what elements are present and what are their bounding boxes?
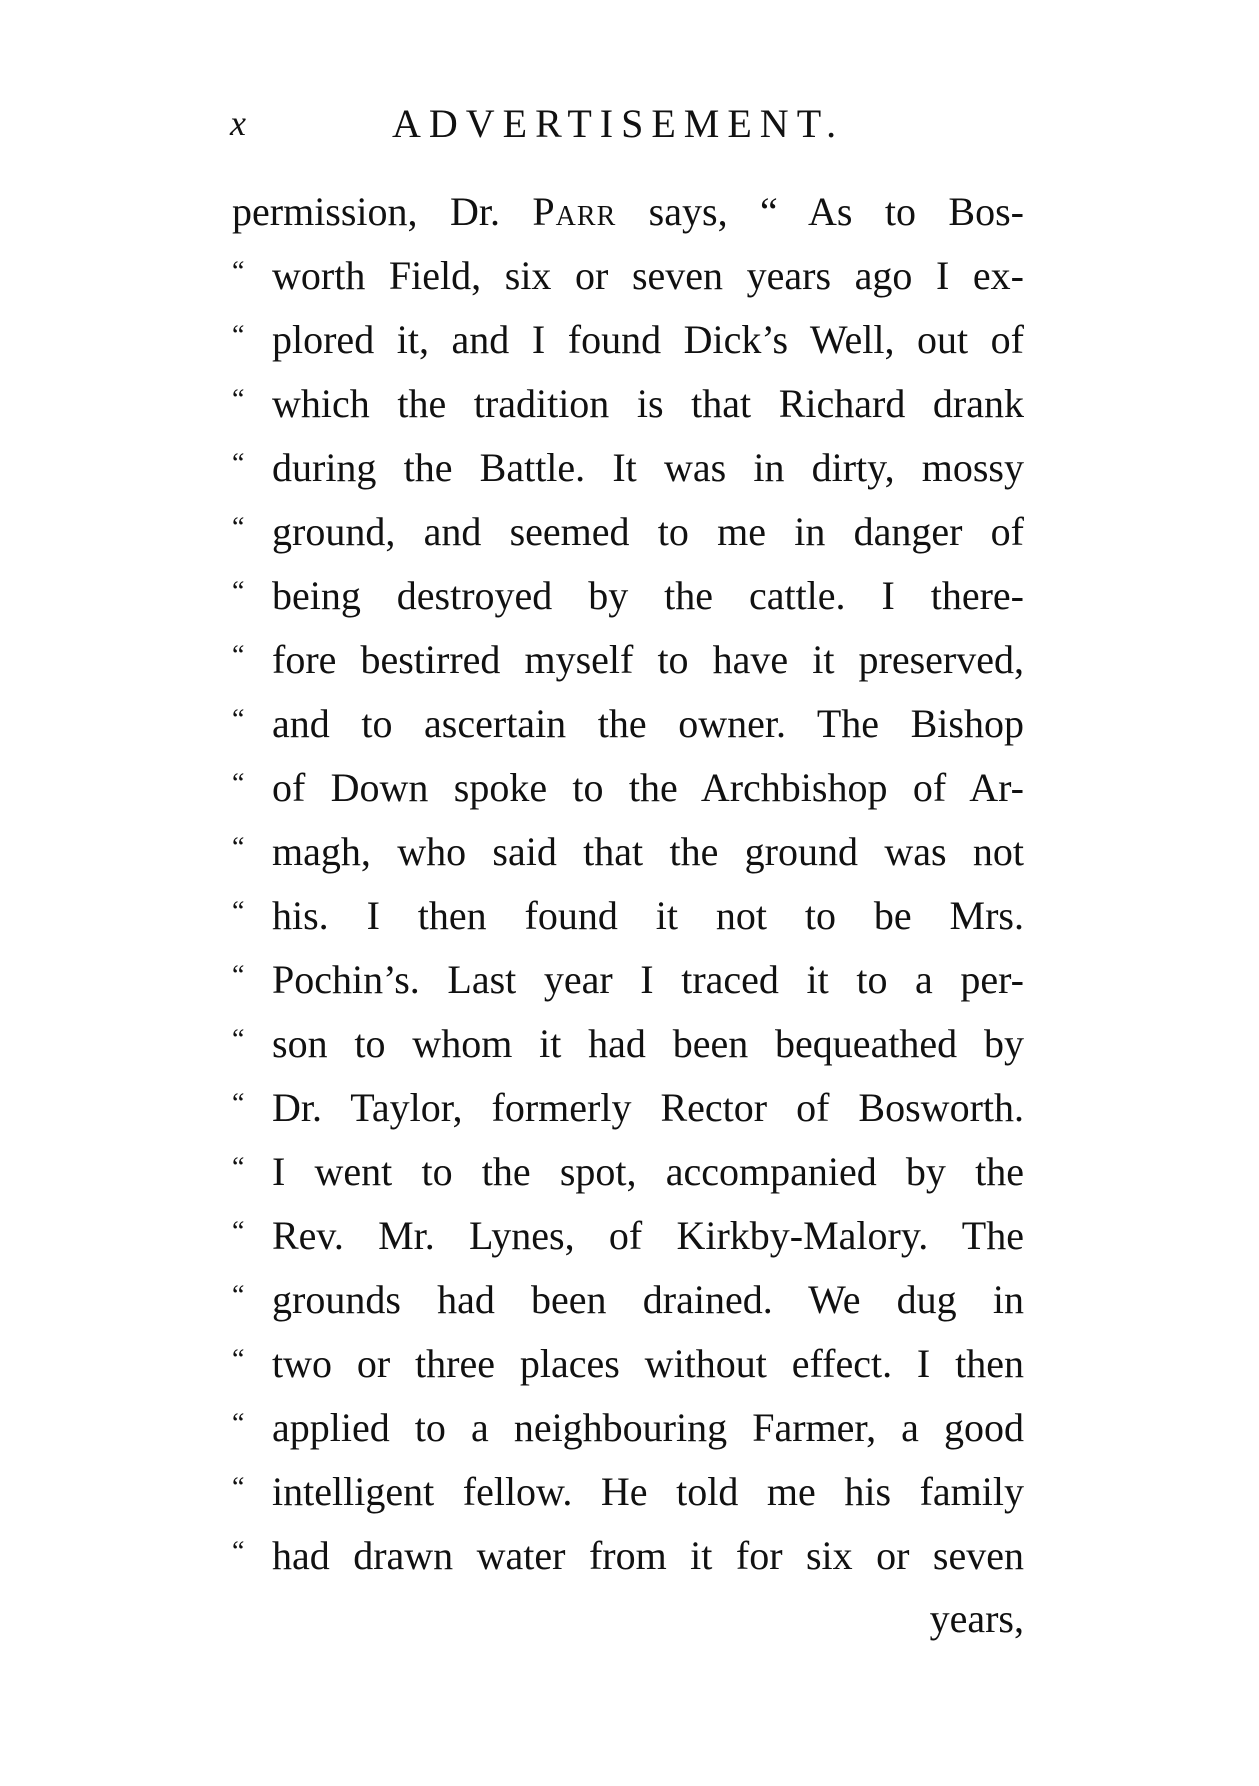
line-text: which the tradition is that Richard drank <box>272 381 1024 426</box>
text-line <box>232 948 1024 1012</box>
text-line <box>232 372 1024 436</box>
quote-mark: “ <box>232 576 245 607</box>
quote-mark: “ <box>232 1280 245 1311</box>
text-line <box>232 1140 1024 1204</box>
text-line <box>232 628 1024 692</box>
text-line <box>232 756 1024 820</box>
author-name: Parr <box>532 189 617 234</box>
quote-mark: “ <box>232 704 245 735</box>
line-text: had drawn water from it for six or seven <box>272 1533 1024 1578</box>
line-text: worth Field, six or seven years ago I ex- <box>272 253 1024 298</box>
text-line <box>232 1396 1024 1460</box>
line-text: intelligent fellow. He told me his family <box>272 1469 1024 1514</box>
text-line <box>232 1076 1024 1140</box>
text-line <box>232 1204 1024 1268</box>
running-head: ADVERTISEMENT. <box>392 101 845 146</box>
line-text: permission, Dr. Parr says, “ As to Bos- <box>232 189 1024 234</box>
text-line <box>232 1268 1024 1332</box>
quote-mark: “ <box>232 320 245 351</box>
line-text: being destroyed by the cattle. I there- <box>272 573 1024 618</box>
quote-mark: “ <box>232 640 245 671</box>
quote-mark: “ <box>232 960 245 991</box>
text-line <box>232 180 1024 244</box>
quote-mark: “ <box>232 1024 245 1055</box>
line-text: and to ascertain the owner. The Bishop <box>272 701 1024 746</box>
line-text: I went to the spot, accompanied by the <box>272 1149 1024 1194</box>
text-line <box>232 1332 1024 1396</box>
line-text: of Down spoke to the Archbishop of Ar- <box>272 765 1024 810</box>
quote-mark: “ <box>232 384 245 415</box>
text-line <box>232 1524 1024 1588</box>
line-text: applied to a neighbouring Farmer, a good <box>272 1405 1024 1450</box>
text-line <box>232 500 1024 564</box>
text-line <box>232 1460 1024 1524</box>
line-text: Dr. Taylor, formerly Rector of Bosworth. <box>272 1085 1024 1130</box>
text-line <box>232 564 1024 628</box>
line-text: Rev. Mr. Lynes, of Kirkby-Malory. The <box>272 1213 1024 1258</box>
line-text: two or three places without effect. I then <box>272 1341 1024 1386</box>
line-text: son to whom it had been bequeathed by <box>272 1021 1024 1066</box>
page-header <box>230 100 1030 160</box>
text-line <box>232 692 1024 756</box>
quote-mark: “ <box>232 768 245 799</box>
quote-mark: “ <box>232 256 245 287</box>
line-text: fore bestirred myself to have it preserved, <box>272 637 1024 682</box>
text-line <box>232 820 1024 884</box>
line-text: during the Battle. It was in dirty, mossy <box>272 445 1024 490</box>
line-text: magh, who said that the ground was not <box>272 829 1024 874</box>
quote-mark: “ <box>232 896 245 927</box>
quote-mark: “ <box>232 1536 245 1567</box>
quote-mark: “ <box>232 1408 245 1439</box>
line-text: grounds had been drained. We dug in <box>272 1277 1024 1322</box>
quote-mark: “ <box>232 448 245 479</box>
line-text: Pochin’s. Last year I traced it to a per- <box>272 957 1024 1002</box>
line-text: ground, and seemed to me in danger of <box>272 509 1024 554</box>
quote-mark: “ <box>232 1216 245 1247</box>
text-line <box>232 308 1024 372</box>
text-line <box>232 436 1024 500</box>
text-line <box>232 884 1024 948</box>
page-number: x <box>230 103 246 143</box>
text-line <box>232 244 1024 308</box>
quote-mark: “ <box>232 1344 245 1375</box>
body-text <box>232 180 1024 1588</box>
text-line <box>232 1012 1024 1076</box>
quote-mark: “ <box>232 1088 245 1119</box>
catchword: years, <box>929 1596 1024 1641</box>
line-text: plored it, and I found Dick’s Well, out of <box>272 317 1024 362</box>
quote-mark: “ <box>232 512 245 543</box>
quote-mark: “ <box>232 832 245 863</box>
quote-mark: “ <box>232 1152 245 1183</box>
line-text: his. I then found it not to be Mrs. <box>272 893 1024 938</box>
quote-mark: “ <box>232 1472 245 1503</box>
